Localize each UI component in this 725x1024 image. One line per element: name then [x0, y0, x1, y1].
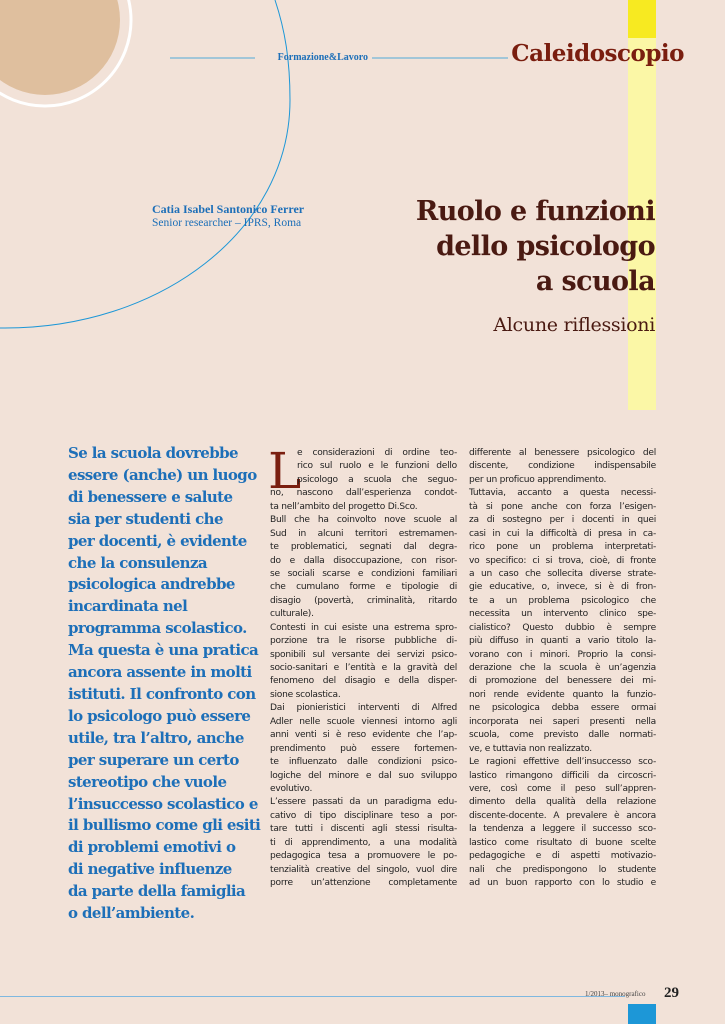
- body-text-line: che cumulano forme e tipologie di: [270, 582, 457, 593]
- body-column-1: [268, 442, 457, 890]
- body-text-line: la tendenza a leggere il successo sco-: [469, 824, 656, 835]
- body-text-line: te influenzato dalle condizioni psico-: [270, 757, 457, 768]
- body-text-line: te a un problema psicologico che: [469, 595, 656, 606]
- body-text-line: za di sostegno per i docenti in quei: [469, 515, 656, 526]
- footer-rule: [0, 996, 625, 997]
- pull-quote-line: Se la scuola dovrebbe: [68, 444, 238, 462]
- body-text-line: scuola, come previsto dalle normati-: [469, 730, 656, 741]
- pull-quote-line: di problemi emotivi o: [68, 838, 236, 857]
- body-text-line: Le ragioni effettive dell’insuccesso sco-: [469, 757, 656, 768]
- body-text-line: fenomeno del disagio e della disper-: [270, 676, 457, 687]
- body-text-line: incorporata nei saperi presenti nella: [469, 716, 656, 727]
- pull-quote-line: programma scolastico.: [68, 619, 247, 638]
- body-text-line: se sociali scarse e condizioni familiari: [270, 568, 457, 579]
- body-text-line: nori rende evidente quanto la funzio-: [469, 689, 656, 700]
- body-text-line: Contesti in cui esiste una estrema spro-: [270, 622, 457, 633]
- pull-quote-line: o dell’ambiente.: [68, 904, 195, 923]
- article-title-line: dello psicologo: [436, 231, 655, 262]
- body-text-line: logiche del minore e dal suo sviluppo: [270, 770, 457, 781]
- body-text-line: ve, e tuttavia non realizzato.: [469, 743, 592, 754]
- body-text-line: lastico rimangono difficili da circoscri-: [469, 770, 656, 781]
- body-text-line: e considerazioni di ordine teo-: [297, 448, 457, 458]
- body-text-line: di promozione del benessere dei mi-: [469, 676, 656, 687]
- pull-quote-line: stereotipo che vuole: [68, 772, 227, 791]
- body-text-line: Adler nelle scuole viennesi intorno agli: [270, 716, 457, 727]
- body-text-line: gie educative, o, invece, si è di fron-: [469, 582, 656, 593]
- pull-quote-line: per docenti, è evidente: [68, 531, 247, 550]
- body-text-line: anni venti si è reso evidente che l’ap-: [270, 730, 457, 741]
- body-text-line: rico pone un problema interpretati-: [469, 542, 656, 553]
- decorative-disc: [0, 0, 120, 95]
- pull-quote-line: ancora assente in molti: [68, 663, 252, 682]
- body-text-line: evolutivo.: [270, 783, 313, 794]
- article-title: [360, 194, 655, 299]
- body-text-line: prendimento può essere fortemen-: [270, 743, 457, 754]
- pull-quote-line: psicologica andrebbe: [68, 575, 235, 594]
- body-text-line: ad un buon rapporto con lo studio e: [469, 878, 656, 888]
- body-text-line: cialistico? Questo dubbio è sempre: [469, 622, 656, 633]
- pull-quote-line: il bullismo come gli esiti: [68, 816, 261, 835]
- body-text-line: discente-docente. A prevalere è ancora: [469, 810, 656, 821]
- body-text-line: ti di apprendimento, a una modalità: [270, 837, 457, 848]
- accent-bar-top: [628, 0, 656, 38]
- body-text-line: Dai pionieristici interventi di Alfred: [270, 703, 457, 714]
- body-text-line: do e dalla disoccupazione, con risor-: [270, 555, 457, 566]
- body-column-2: [469, 447, 656, 890]
- pull-quote-line: incardinata nel: [68, 597, 188, 616]
- author-role: Senior researcher – IPRS, Roma: [152, 217, 302, 229]
- body-text-line: L’essere passati da un paradigma edu-: [270, 797, 457, 808]
- body-text-line: cativo di tipo disciplinare teso a por-: [270, 810, 457, 821]
- body-text-line: porre un’attenzione completamente: [270, 878, 457, 888]
- body-text-line: tà si pone anche con forza l’esigen-: [469, 501, 656, 512]
- body-text-line: nali che predispongono lo studente: [469, 864, 656, 875]
- body-text-line: sponibili sul versante dei servizi psico-: [270, 649, 457, 660]
- body-text-line: più diffuso in quanti a vario titolo la-: [469, 636, 656, 647]
- section-label: Formazione&Lavoro: [277, 52, 368, 63]
- accent-bar-bottom: [628, 1004, 656, 1024]
- body-text-line: a un caso che sollecita diverse strate-: [469, 568, 656, 579]
- pull-quote-line: sia per studenti che: [68, 509, 223, 528]
- body-text-line: pedagogiche e di aspetti motivazio-: [469, 851, 656, 862]
- body-text-line: ta nell’ambito del progetto Di.Sco.: [270, 501, 418, 512]
- body-text-line: disagio (povertà, criminalità, ritardo: [270, 595, 457, 606]
- body-text-line: vorano con i minori. Proprio la consi-: [469, 649, 656, 660]
- body-text-line: tenzialità creative del singolo, vuol dire: [270, 864, 457, 875]
- body-text-line: socio-sanitari e l’entità e la gravità del: [270, 663, 457, 673]
- body-text-line: differente al benessere psicologico del: [469, 448, 656, 458]
- article-title-line: Ruolo e funzioni: [415, 196, 655, 227]
- pull-quote-line: da parte della famiglia: [68, 882, 246, 901]
- body-text-line: derazione che la scuola è un’agenzia: [469, 663, 656, 673]
- pull-quote-line: l’insuccesso scolastico e: [68, 794, 258, 813]
- body-text-line: porzione tra le risorse pubbliche di-: [270, 636, 457, 647]
- body-text-line: pedagogica tesa a promuovere le po-: [270, 851, 457, 862]
- body-text-line: sione scolastica.: [270, 689, 341, 700]
- pull-quote-line: per superare un certo: [68, 750, 239, 769]
- drop-cap: L: [268, 442, 302, 500]
- body-text-line: lastico come risultato di buone scelte: [469, 837, 656, 848]
- article-subtitle: Alcune riflessioni: [493, 314, 655, 336]
- body-text-line: dimento della qualità della relazione: [469, 797, 656, 808]
- body-text-line: Tuttavia, accanto a questa necessi-: [469, 488, 656, 499]
- body-text-line: te problematici, segnati dal degra-: [270, 542, 457, 553]
- pull-quote: [68, 443, 268, 925]
- body-text-line: psicologo a scuola che seguo-: [297, 474, 457, 485]
- page-number: 29: [664, 985, 679, 1001]
- issue-label: 1/2013– monografico: [585, 990, 646, 998]
- pull-quote-line: essere (anche) un luogo: [68, 465, 257, 484]
- article-title-line: a scuola: [535, 266, 655, 297]
- pull-quote-line: di negative influenze: [68, 860, 232, 879]
- body-text-line: discente, condizione indispensabile: [469, 461, 656, 472]
- body-text-line: casi in cui la difficoltà di presa in ca-: [469, 528, 656, 539]
- body-text-line: ne psicologica debba essere ormai: [469, 703, 656, 714]
- pull-quote-line: utile, tra l’altro, anche: [68, 728, 244, 747]
- body-text-line: no, nascono dall’esperienza condot-: [270, 488, 457, 499]
- pull-quote-line: Ma questa è una pratica: [68, 641, 259, 660]
- pull-quote-line: lo psicologo può essere: [68, 706, 251, 725]
- body-text-line: per un proficuo apprendimento.: [469, 474, 607, 485]
- pull-quote-line: istituti. Il confronto con: [68, 684, 256, 703]
- body-text-line: Bull che ha coinvolto nove scuole al: [270, 515, 457, 526]
- body-text-line: rico sul ruolo e le funzioni dello: [297, 461, 457, 472]
- body-text-line: vo specifico: ci si trova, cioè, di fronte: [469, 555, 656, 566]
- author-name: Catia Isabel Santonico Ferrer: [152, 202, 305, 216]
- body-text-line: culturale).: [270, 609, 314, 620]
- body-text-line: vere, così come il peso sull’appren-: [469, 783, 656, 794]
- body-text-line: necessita un intervento clinico spe-: [469, 609, 656, 620]
- body-text-line: Sud in alcuni territori estremamen-: [270, 528, 457, 539]
- pull-quote-line: che la consulenza: [68, 553, 208, 572]
- body-text-line: tare tutti i discenti agli stessi risulta-: [270, 824, 457, 835]
- pull-quote-line: di benessere e salute: [68, 487, 233, 506]
- rubric-title: Caleidoscopio: [511, 40, 684, 67]
